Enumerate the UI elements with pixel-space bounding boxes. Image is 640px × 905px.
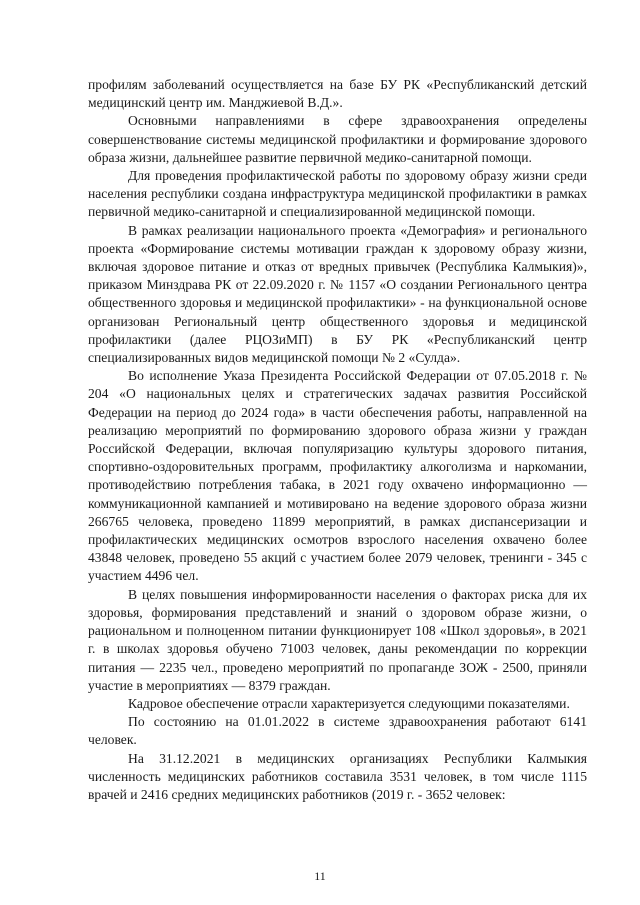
page-number: 11 [314, 869, 326, 883]
paragraph: Кадровое обеспечение отрасли характеризуется следующими показателями. [128, 695, 570, 711]
paragraph: По состоянию на 01.01.2022 в системе здравоохранения работают 6141 человек. [88, 714, 587, 748]
paragraph: В рамках реализации национального проекта «Демография» и регионального проекта «Формирование системы мотивации граждан к здоровому образу жизни, включая здоровое питание и отказ от вредных привычек (Республика Калмыкия)», приказом Минздрава РК от 22.09.2020 г. № 1157 «О создании Регионального центра общественного здоровья и медицинской профилактики» - на функциональной основе организован Региональный центр общественного здоровья и медицинской профилактики (далее РЦОЗиМП) в БУ РК «Республиканский центр специализированных видов медицинской помощи № 2 «Сулда». [88, 222, 587, 366]
paragraph: На 31.12.2021 в медицинских организациях Республики Калмыкия численность медицинских работников составила 3531 человек, в том числе 1115 врачей и 2416 средних медицинских работников (2019 г. - 3652 человек: [88, 750, 587, 802]
document-body [88, 76, 587, 804]
paragraph: профилям заболеваний осуществляется на базе БУ РК «Республиканский детский медицинский центр им. Манджиевой В.Д.». [88, 77, 587, 111]
paragraph: Основными направлениями в сфере здравоохранения определены совершенствование системы медицинской профилактики и формирование здорового образа жизни, дальнейшее развитие первичной медико-санитарной помощи. [88, 113, 587, 165]
paragraph: Во исполнение Указа Президента Российской Федерации от 07.05.2018 г. № 204 «О национальных целях и стратегических задачах развития Российской Федерации на период до 2024 года» в части обеспечения работы, направленной на реализацию мероприятий по формированию здорового образа жизни у граждан Российской Федерации, включая популяризацию культуры здорового питания, спортивно-оздоровительных программ, профилактику алкоголизма и наркомании, противодействию потребления табака, в 2021 году охвачено информационно — коммуникационной кампанией и мотивировано на ведение здорового образа жизни 266765 человека, проведено 11899 мероприятий, в рамках диспансеризации и профилактических медицинских осмотров взрослого населения охвачено более 43848 человек, проведено 55 акций с участием более 2079 человек, тренинги - 345 с участием 4496 чел. [88, 368, 587, 584]
paragraph: Для проведения профилактической работы по здоровому образу жизни среди населения республики создана инфраструктура медицинской профилактики в рамках первичной медико-санитарной и специализированной медицинской помощи. [88, 168, 587, 220]
paragraph: В целях повышения информированности населения о факторах риска для их здоровья, формирования представлений и знаний о здоровом образе жизни, о рациональном и полноценном питании функционирует 108 «Школ здоровья», в 2021 г. в школах здоровья обучено 71003 человек, даны рекомендации по коррекции питания — 2235 чел., проведено мероприятий по пропаганде ЗОЖ - 2500, приняли участие в мероприятиях — 8379 граждан. [88, 586, 587, 693]
